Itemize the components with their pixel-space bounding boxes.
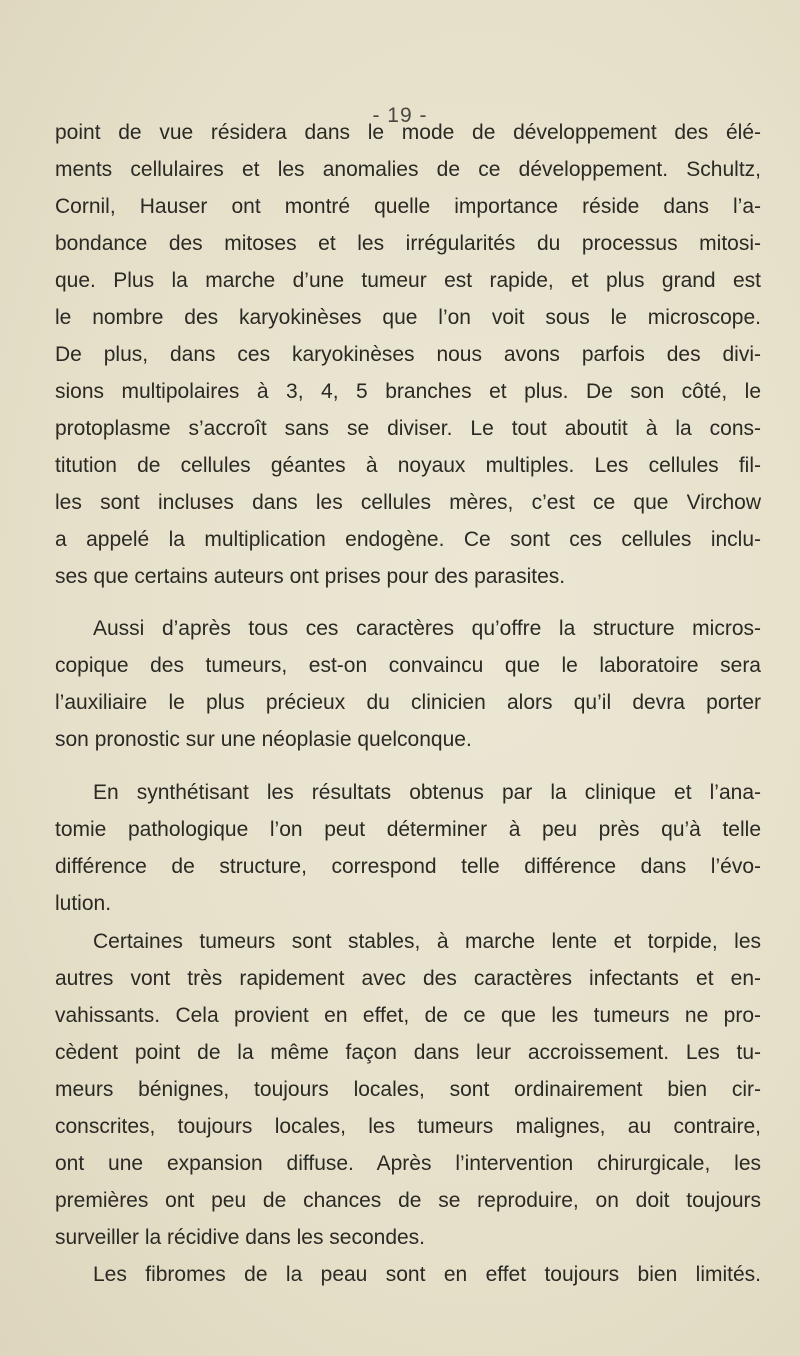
text-line: meurs bénignes, toujours locales, sont ordinairement bien cir-: [55, 1078, 761, 1101]
text-line: le nombre des karyokinèses que l’on voit sous le microscope.: [55, 306, 761, 329]
text-line: lution.: [55, 892, 112, 915]
text-line: Les fibromes de la peau sont en effet toujours bien limités.: [93, 1263, 761, 1286]
text-line: a appelé la multiplication endogène. Ce sont ces cellules inclu-: [55, 528, 761, 551]
text-line: tomie pathologique l’on peut déterminer à peu près qu’à telle: [55, 818, 761, 841]
text-line: ments cellulaires et les anomalies de ce développement. Schultz,: [55, 158, 761, 181]
text-line: sions multipolaires à 3, 4, 5 branches et plus. De son côté, le: [55, 380, 761, 403]
text-line: l’auxiliaire le plus précieux du clinicien alors qu’il devra porter: [55, 691, 761, 714]
text-line: Aussi d’après tous ces caractères qu’offre la structure micros-: [93, 617, 761, 640]
text-line: cèdent point de la même façon dans leur accroissement. Les tu-: [55, 1041, 761, 1064]
text-line: conscrites, toujours locales, les tumeurs malignes, au contraire,: [55, 1115, 761, 1138]
text-line: surveiller la récidive dans les secondes.: [55, 1226, 426, 1249]
text-line: les sont incluses dans les cellules mères, c’est ce que Virchow: [55, 491, 761, 514]
text-line: autres vont très rapidement avec des caractères infectants et en-: [55, 967, 761, 990]
text-line: vahissants. Cela provient en effet, de ce que les tumeurs ne pro-: [55, 1004, 761, 1027]
page-number: - 19 -: [372, 104, 428, 127]
text-line: son pronostic sur une néoplasie quelconque.: [55, 728, 472, 751]
text-line: protoplasme s’accroît sans se diviser. Le tout aboutit à la cons-: [55, 417, 761, 440]
text-line: point de vue résidera dans le mode de développement des élé-: [55, 121, 761, 144]
text-line: que. Plus la marche d’une tumeur est rapide, et plus grand est: [55, 269, 761, 292]
text-line: En synthétisant les résultats obtenus par la clinique et l’ana-: [93, 781, 761, 804]
text-line: copique des tumeurs, est-on convaincu que le laboratoire sera: [55, 654, 761, 677]
text-line: titution de cellules géantes à noyaux multiples. Les cellules fil-: [55, 454, 761, 477]
text-line: Certaines tumeurs sont stables, à marche lente et torpide, les: [93, 930, 761, 953]
text-line: De plus, dans ces karyokinèses nous avons parfois des divi-: [55, 343, 761, 366]
text-line: ont une expansion diffuse. Après l’intervention chirurgicale, les: [55, 1152, 761, 1175]
text-line: Cornil, Hauser ont montré quelle importance réside dans l’a-: [55, 195, 761, 218]
text-line: ses que certains auteurs ont prises pour des parasites.: [55, 565, 566, 588]
text-line: différence de structure, correspond telle différence dans l’évo-: [55, 855, 761, 878]
text-line: bondance des mitoses et les irrégularités du processus mitosi-: [55, 232, 761, 255]
text-line: premières ont peu de chances de se reproduire, on doit toujours: [55, 1189, 761, 1212]
